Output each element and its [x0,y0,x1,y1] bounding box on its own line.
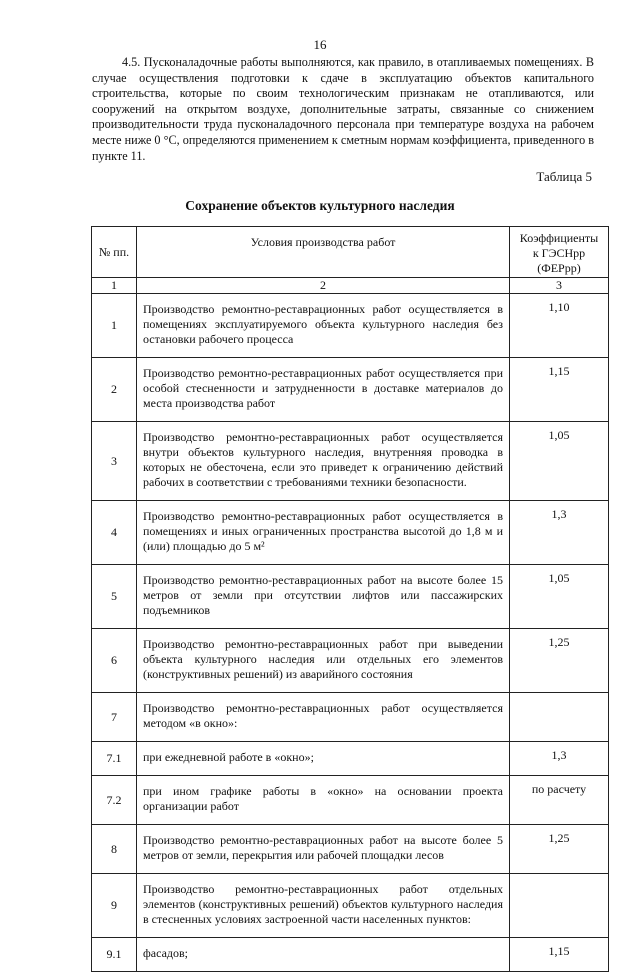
row-coefficient: 1,3 [510,501,609,565]
table-row [92,693,609,742]
row-num: 4 [92,501,137,565]
column-index: 1 [92,278,137,294]
row-coefficient [510,874,609,938]
row-condition: при ежедневной работе в «окно»; [137,742,510,776]
row-num: 3 [92,422,137,501]
row-num: 7.2 [92,776,137,825]
row-condition: Производство ремонтно-реставрационных работ отдельных элементов (конструктивных решений) объектов культурного наследия в стесненных условиях застроенной части населенных пунктов: [137,874,510,938]
row-coefficient: 1,25 [510,629,609,693]
table-label: Таблица 5 [536,169,592,184]
page-number: 16 [313,37,327,52]
column-index-row [92,278,609,294]
table-row [92,742,609,776]
table-row [92,422,609,501]
row-num: 9 [92,874,137,938]
header-coef-line: к ГЭСНрр [532,246,586,260]
intro-paragraph: 4.5. Пусконаладочные работы выполняются, как правило, в отапливаемых помещениях. В случае осуществления подготовки к сдаче в эксплуатацию объектов капитального строительства, которые по своим технологическим признакам не отапливаются, или сооружений на открытом воздухе, дополнительные затраты, связанные со снижением производительности труда пусконаладочного персонала при температуре воздуха на рабочем месте ниже 0 °С, определяются применением к сметным нормам коэффициента, приведенного в пункте 11. [92,55,594,163]
table-row [92,565,609,629]
table-header-row [92,227,609,278]
intro-paragraph-block [92,55,594,164]
table-row [92,294,609,358]
row-condition: Производство ремонтно-реставрационных работ осуществляется внутри объектов культурного наследия, внутренняя проводка в которых не обесточена, если это приведет к ограничению действий рабочих в соответствии с требованиями техники безопасности. [137,422,510,501]
column-index: 2 [137,278,510,294]
row-num: 1 [92,294,137,358]
header-coef-line: (ФЕРрр) [537,261,581,275]
table-row [92,938,609,972]
row-condition: Производство ремонтно-реставрационных работ осуществляется при особой стесненности и затрудненности в доставке материалов до места производства работ [137,358,510,422]
header-coef-line: Коэффициенты [519,231,599,245]
table-row [92,501,609,565]
header-coefficients [510,227,609,278]
row-coefficient: 1,15 [510,358,609,422]
column-index: 3 [510,278,609,294]
row-coefficient: 1,3 [510,742,609,776]
row-coefficient: 1,05 [510,565,609,629]
row-condition: Производство ремонтно-реставрационных работ осуществляется методом «в окно»: [137,693,510,742]
row-num: 8 [92,825,137,874]
table-row [92,874,609,938]
row-coefficient: 1,05 [510,422,609,501]
row-condition: Производство ремонтно-реставрационных работ при выведении объекта культурного наследия или отдельных его элементов (конструктивных решений) из аварийного состояния [137,629,510,693]
row-num: 9.1 [92,938,137,972]
table-row [92,629,609,693]
row-condition: Производство ремонтно-реставрационных работ на высоте более 15 метров от земли при отсутствии лифтов или пассажирских подъемников [137,565,510,629]
row-coefficient: 1,25 [510,825,609,874]
row-num: 7 [92,693,137,742]
row-coefficient: 1,10 [510,294,609,358]
row-num: 5 [92,565,137,629]
table-row [92,776,609,825]
table-row [92,825,609,874]
row-condition: Производство ремонтно-реставрационных работ осуществляется в помещениях и иных ограниченных пространства высотой до 1,8 м и (или) площадью до 5 м² [137,501,510,565]
coefficients-table [91,226,609,972]
header-num: № пп. [92,227,137,278]
row-coefficient: по расчету [510,776,609,825]
row-condition: фасадов; [137,938,510,972]
row-condition: Производство ремонтно-реставрационных работ на высоте более 5 метров от земли, перекрытия или рабочей площадки лесов [137,825,510,874]
row-num: 2 [92,358,137,422]
row-condition: Производство ремонтно-реставрационных работ осуществляется в помещениях эксплуатируемого объекта культурного наследия без остановки рабочего процесса [137,294,510,358]
row-coefficient: 1,15 [510,938,609,972]
row-condition: при ином графике работы в «окно» на основании проекта организации работ [137,776,510,825]
table-title: Сохранение объектов культурного наследия [185,198,455,213]
row-num: 7.1 [92,742,137,776]
header-conditions: Условия производства работ [137,227,510,278]
row-coefficient [510,693,609,742]
table-row [92,358,609,422]
row-num: 6 [92,629,137,693]
